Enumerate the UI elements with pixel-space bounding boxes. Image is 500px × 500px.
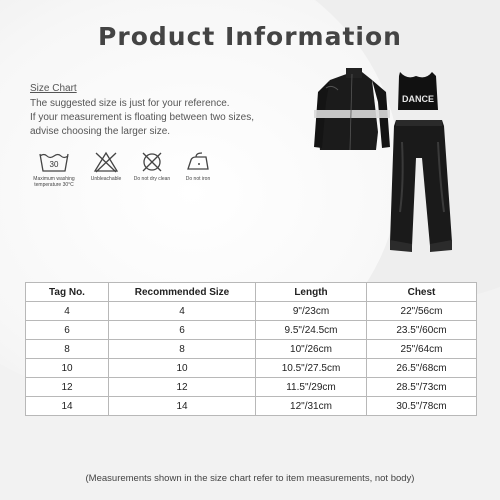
care-label: Do not dry clean bbox=[133, 176, 171, 182]
column-header: Recommended Size bbox=[109, 283, 256, 302]
care-instructions bbox=[28, 150, 218, 188]
wash-30-icon bbox=[38, 150, 70, 174]
column-header: Tag No. bbox=[26, 283, 109, 302]
table-row bbox=[26, 321, 477, 340]
care-label: Unbleachable bbox=[90, 176, 122, 182]
table-cell: 12 bbox=[109, 378, 256, 397]
care-label: Do not iron bbox=[185, 176, 211, 182]
table-cell: 14 bbox=[109, 397, 256, 416]
no-bleach-icon bbox=[93, 150, 119, 174]
pants-illustration bbox=[390, 120, 452, 252]
table-cell: 25"/64cm bbox=[367, 340, 477, 359]
table-cell: 10 bbox=[109, 359, 256, 378]
table-cell: 9"/23cm bbox=[256, 302, 367, 321]
product-image bbox=[312, 62, 462, 262]
table-cell: 12"/31cm bbox=[256, 397, 367, 416]
care-label-line: temperature 30°C bbox=[34, 182, 74, 188]
care-item-wash bbox=[28, 150, 80, 188]
table-cell: 28.5"/73cm bbox=[367, 378, 477, 397]
table-cell: 10"/26cm bbox=[256, 340, 367, 359]
table-row bbox=[26, 378, 477, 397]
description-line: advise choosing the larger size. bbox=[30, 126, 171, 137]
care-label bbox=[33, 176, 74, 188]
care-label-line: Maximum washing bbox=[33, 176, 75, 182]
care-item-dryclean bbox=[130, 150, 174, 188]
table-cell: 10 bbox=[26, 359, 109, 378]
table-cell: 9.5"/24.5cm bbox=[256, 321, 367, 340]
measurement-note: (Measurements shown in the size chart refer to item measurements, not body) bbox=[85, 473, 415, 484]
table-cell: 22"/56cm bbox=[367, 302, 477, 321]
no-iron-icon bbox=[184, 150, 212, 174]
table-row bbox=[26, 359, 477, 378]
table-row bbox=[26, 397, 477, 416]
table-cell: 6 bbox=[26, 321, 109, 340]
svg-text:30: 30 bbox=[49, 160, 59, 169]
table-cell: 14 bbox=[26, 397, 109, 416]
size-chart-heading: Size Chart bbox=[30, 83, 77, 94]
description-line: If your measurement is floating between two sizes, bbox=[30, 112, 254, 123]
table-cell: 8 bbox=[26, 340, 109, 359]
table-cell: 12 bbox=[26, 378, 109, 397]
dance-print: DANCE bbox=[401, 94, 435, 104]
table-cell: 6 bbox=[109, 321, 256, 340]
care-item-bleach bbox=[86, 150, 126, 188]
table-cell: 30.5"/78cm bbox=[367, 397, 477, 416]
care-item-iron bbox=[178, 150, 218, 188]
crop-top-illustration bbox=[398, 72, 438, 110]
page-title: Product Information bbox=[98, 22, 402, 51]
table-row bbox=[26, 302, 477, 321]
table-header-row bbox=[26, 283, 477, 302]
table-row bbox=[26, 340, 477, 359]
table-cell: 8 bbox=[109, 340, 256, 359]
column-header: Length bbox=[256, 283, 367, 302]
table-cell: 4 bbox=[109, 302, 256, 321]
description-line: The suggested size is just for your reference. bbox=[30, 98, 230, 109]
table-cell: 10.5"/27.5cm bbox=[256, 359, 367, 378]
size-chart-table bbox=[25, 282, 477, 416]
table-cell: 26.5"/68cm bbox=[367, 359, 477, 378]
table-cell: 4 bbox=[26, 302, 109, 321]
size-description bbox=[30, 97, 270, 139]
no-dry-clean-icon bbox=[140, 150, 164, 174]
jacket-illustration bbox=[314, 68, 390, 150]
column-header: Chest bbox=[367, 283, 477, 302]
table-cell: 11.5"/29cm bbox=[256, 378, 367, 397]
table-cell: 23.5"/60cm bbox=[367, 321, 477, 340]
